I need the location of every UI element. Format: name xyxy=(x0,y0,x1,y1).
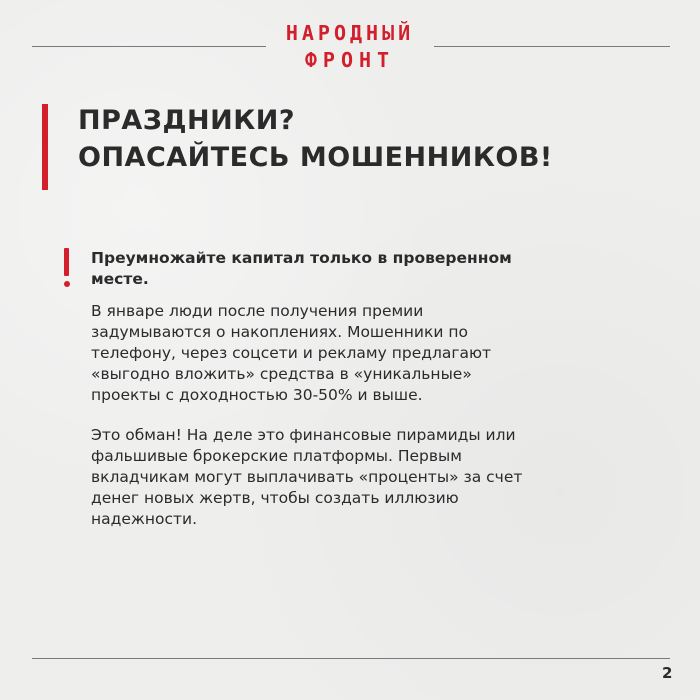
paragraph-1 xyxy=(91,301,666,406)
lead-line-1: Преумножайте капитал только в проверенном xyxy=(91,249,512,267)
logo xyxy=(266,20,434,74)
lead-line-2: месте. xyxy=(91,270,149,288)
page-number: 2 xyxy=(662,664,673,682)
logo-line-2: ФРОНТ xyxy=(304,48,396,72)
lead-text xyxy=(91,248,651,290)
paragraph-2 xyxy=(91,425,666,530)
exclamation-icon xyxy=(58,248,76,290)
page-title xyxy=(78,102,668,176)
paragraph-2-line-3: вкладчикам могут выплачивать «проценты» за счет xyxy=(91,468,523,486)
paragraph-1-line-5: проекты с доходностью 30-50% и выше. xyxy=(91,386,423,404)
paragraph-2-line-2: фальшивые брокерские платформы. Первым xyxy=(91,447,462,465)
header-rule-left xyxy=(32,46,266,47)
exclamation-stem xyxy=(64,248,69,276)
title-line-2: ОПАСАЙТЕСЬ МОШЕННИКОВ! xyxy=(78,142,553,173)
paragraph-2-line-5: надежности. xyxy=(91,510,198,528)
exclamation-dot xyxy=(64,281,70,287)
paragraph-1-line-3: телефону, через соцсети и рекламу предлагают xyxy=(91,344,492,362)
title-accent-bar xyxy=(42,104,48,190)
footer-rule xyxy=(32,658,670,659)
paragraph-1-line-1: В январе люди после получения премии xyxy=(91,302,424,320)
header-rule-right xyxy=(434,46,670,47)
paragraph-2-line-4: денег новых жертв, чтобы создать иллюзию xyxy=(91,489,459,507)
paragraph-2-line-1: Это обман! На деле это финансовые пирамиды или xyxy=(91,426,516,444)
paragraph-1-line-4: «выгодно вложить» средства в «уникальные» xyxy=(91,365,472,383)
logo-line-1: НАРОДНЫЙ xyxy=(285,21,415,45)
title-line-1: ПРАЗДНИКИ? xyxy=(78,105,296,136)
paragraph-1-line-2: задумываются о накоплениях. Мошенники по xyxy=(91,323,468,341)
